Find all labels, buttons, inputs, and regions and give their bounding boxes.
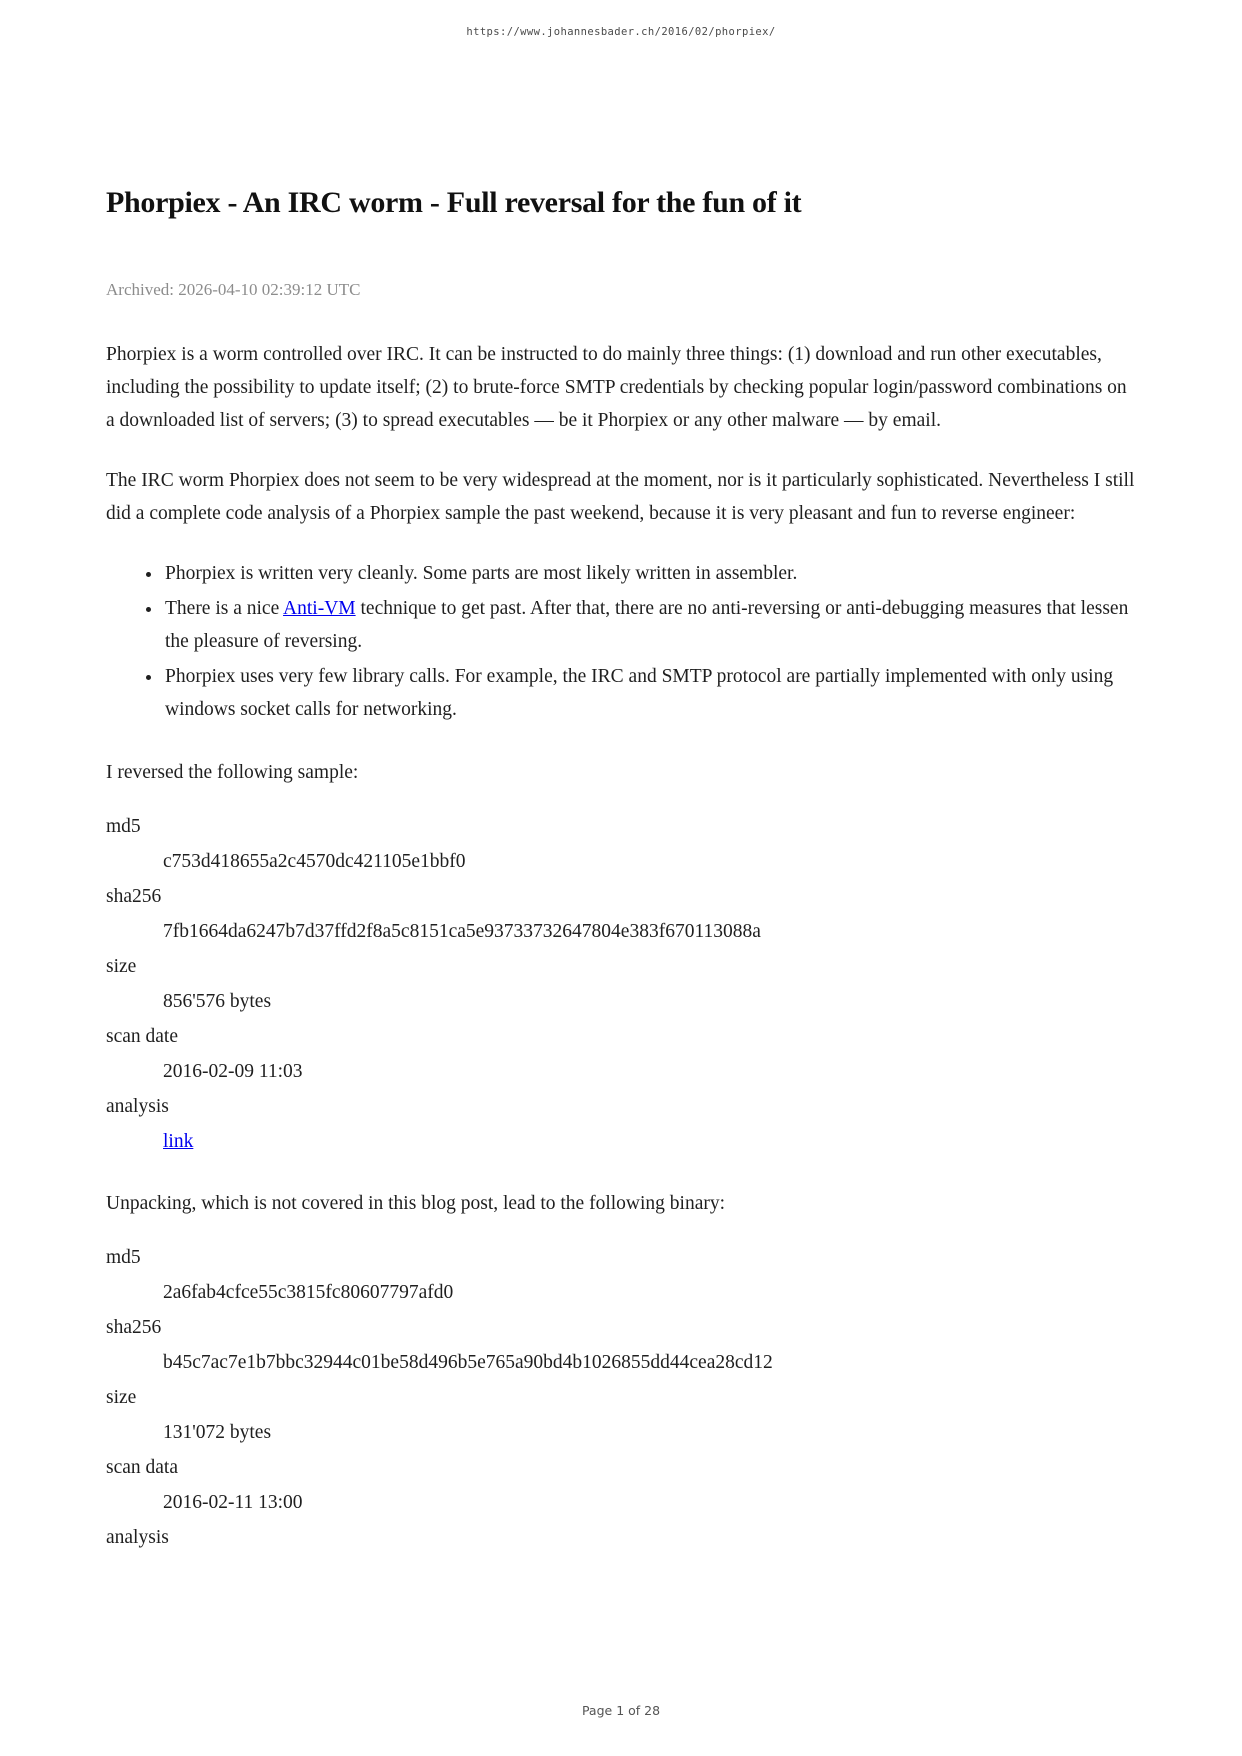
term-size: size [106,1387,137,1408]
term-scan-date: scan date [106,1026,179,1047]
value-md5: 2a6fab4cfce55c3815fc80607797afd0 [163,1282,454,1303]
sample2-details [106,1240,1136,1555]
value-md5: c753d418655a2c4570dc421105e1bbf0 [163,851,466,872]
list-item-text: There is a nice [165,598,284,619]
term-sha256: sha256 [106,886,162,907]
list-item-text: Phorpiex is written very cleanly. Some parts are most likely written in assembler. [165,563,798,584]
term-md5: md5 [106,1247,141,1268]
print-footer [0,1703,1242,1718]
list-item-text: technique to get past. After that, there are no anti-reversing or anti-debugging measures that lessen the pleasure of reversing. [165,598,1129,652]
sample1-details [106,809,1136,1159]
archived-timestamp: Archived: 2026-04-10 02:39:12 UTC [106,280,361,299]
unpacking-paragraph: Unpacking, which is not covered in this blog post, lead to the following binary: [106,1193,726,1214]
value-sha256: b45c7ac7e1b7bbc32944c01be58d496b5e765a90bd4b1026855dd44cea28cd12 [163,1352,773,1373]
term-size: size [106,956,137,977]
term-analysis: analysis [106,1096,169,1117]
list-item [163,660,1136,726]
page-title: Phorpiex - An IRC worm - Full reversal for the fun of it [106,186,802,219]
feature-list [106,557,1136,726]
anti-vm-link[interactable]: Anti-VM [283,598,356,619]
print-header [0,26,1242,38]
value-size: 856'576 bytes [163,991,272,1012]
value-analysis [163,1124,1136,1159]
value-sha256: 7fb1664da6247b7d37ffd2f8a5c8151ca5e93733732647804e383f670113088a [163,921,761,942]
list-item [163,557,1136,590]
analysis-link[interactable]: link [163,1131,194,1152]
value-scan-data: 2016-02-11 13:00 [163,1492,303,1513]
value-scan-date: 2016-02-09 11:03 [163,1061,303,1082]
analysis-paragraph: The IRC worm Phorpiex does not seem to be very widespread at the moment, nor is it particularly sophisticated. Nevertheless I still did a complete code analysis of a Phorpiex sample the past weekend, because it is very pleasant and fun to reverse engineer: [106,470,1135,524]
term-sha256: sha256 [106,1317,162,1338]
list-item-text: Phorpiex uses very few library calls. For example, the IRC and SMTP protocol are partially implemented with only using windows socket calls for networking. [165,666,1114,720]
list-item [163,592,1136,658]
term-scan-data: scan data [106,1457,179,1478]
term-analysis: analysis [106,1527,169,1548]
term-md5: md5 [106,816,141,837]
reversed-intro: I reversed the following sample: [106,762,359,783]
intro-paragraph: Phorpiex is a worm controlled over IRC. It can be instructed to do mainly three things: (1) download and run other executables, including the possibility to update itself; (2) to brute-force SMTP credentials by checking popular login/password combinations on a downloaded list of servers; (3) to spread executables — be it Phorpiex or any other malware — by email. [106,344,1127,431]
page-number: Page 1 of 28 [581,1703,661,1718]
value-size: 131'072 bytes [163,1422,272,1443]
print-header-url: https://www.johannesbader.ch/2016/02/phorpiex/ [466,26,776,38]
